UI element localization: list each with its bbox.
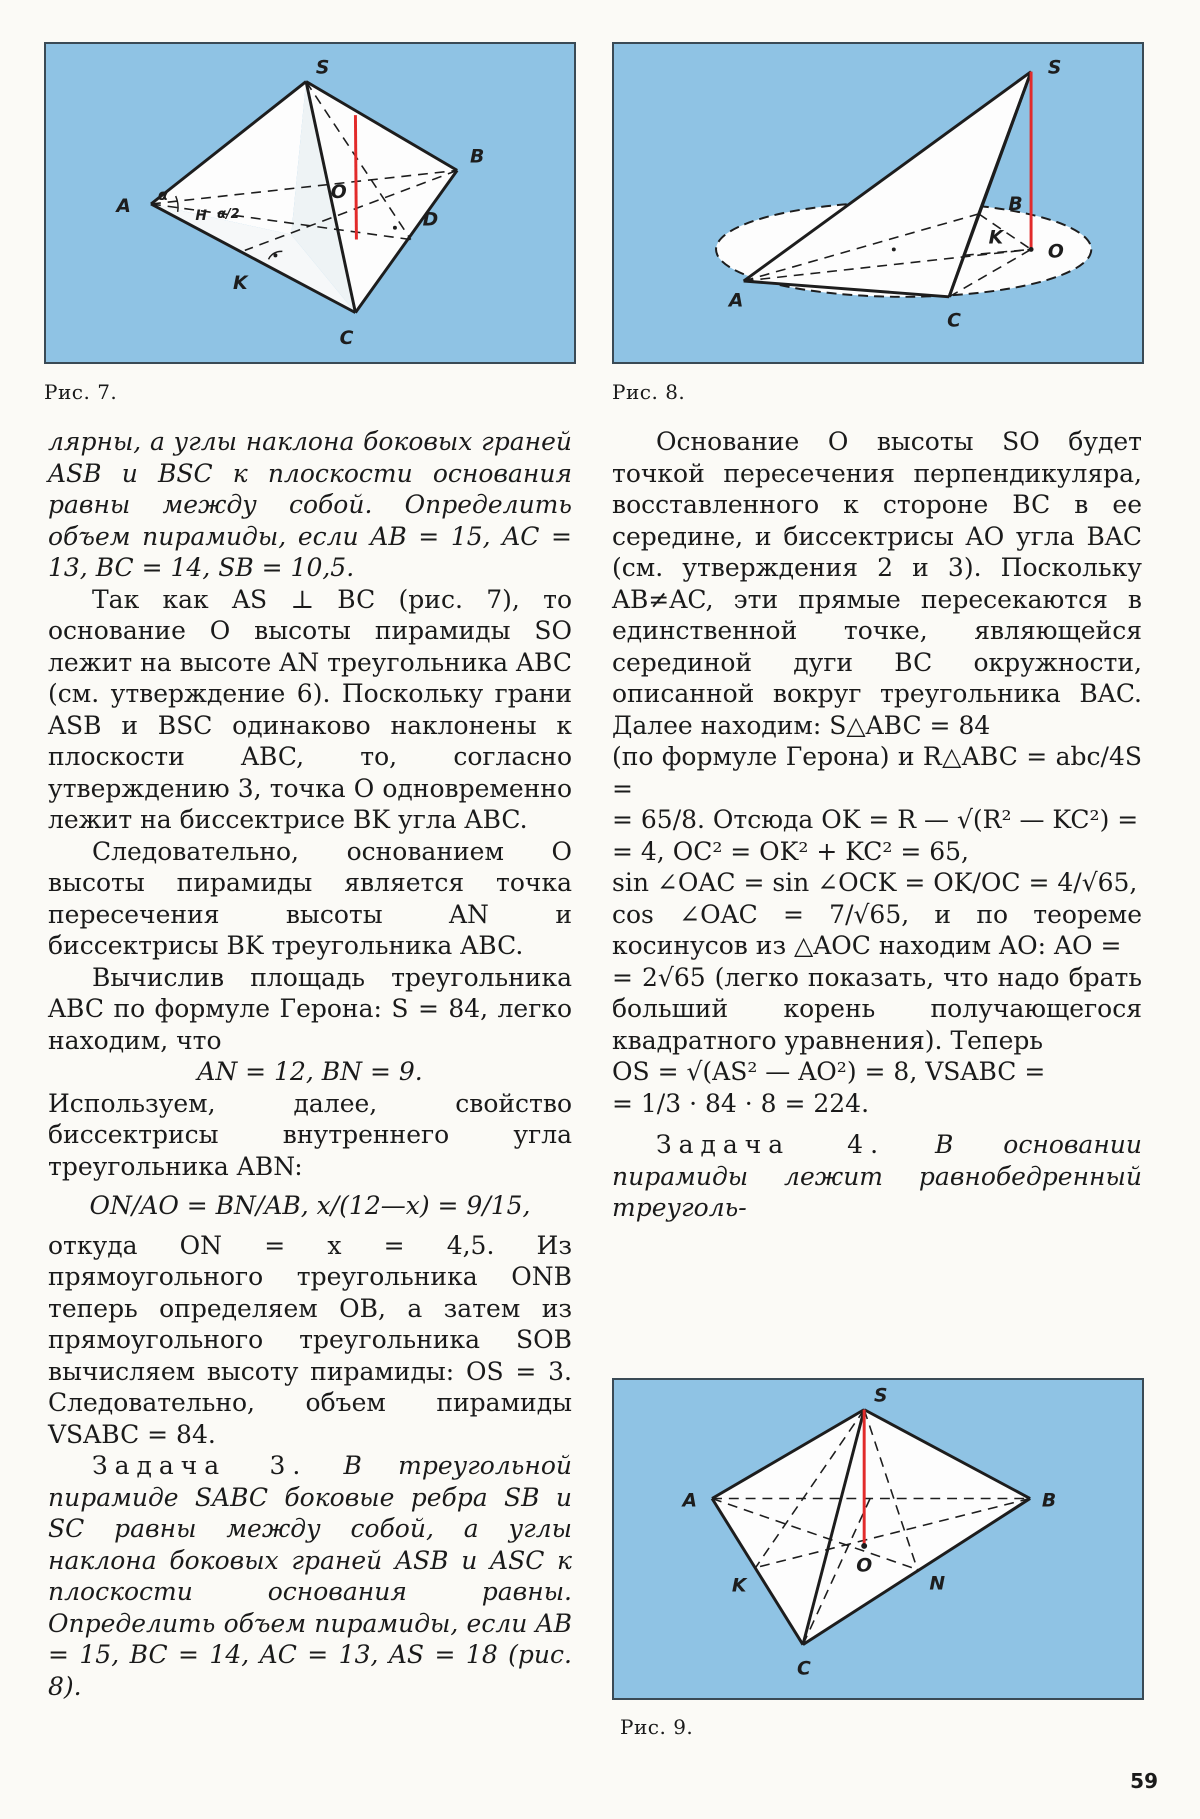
label-d: D [422, 209, 439, 231]
label-n: N [929, 1573, 946, 1595]
problem-text: В треугольной пирамиде SABC боковые ребра SB и SC равны между собой, а углы наклона боковых граней ASB и ASC к плоскости основания равны. Определить объем пирамиды, если AB = 15, BC = 14, AC = 13, AS = 18 (рис. 8). [48, 1451, 572, 1701]
formula-line: cos ∠OAC = 7/√65, и по теореме косинусов из △AOC находим AO: AO = [612, 899, 1142, 960]
label-s: S [874, 1385, 888, 1407]
paragraph: лярны, а углы наклона боковых граней ASB и BSC к плоскости основания равны между собой. Определить объем пирамиды, если AB = 15, AC = 13, BC = 14, SB = 10,5. [48, 427, 572, 582]
label-b: B [1008, 193, 1023, 215]
figure-9-drawing [614, 1380, 1142, 1698]
label-c: C [339, 328, 354, 350]
figure-7-caption: Рис. 7. [44, 380, 118, 404]
label-k: K [731, 1575, 747, 1597]
formula-line: = 1/3 · 84 · 8 = 224. [612, 1088, 870, 1118]
figure-9 [612, 1378, 1144, 1700]
label-a: A [728, 290, 744, 312]
paragraph: откуда ON = x = 4,5. Из прямоугольного треугольника ONB теперь определяем OB, а затем из прямоугольного треугольника SOB вычисляем высоту пирамиды: OS = 3. Следовательно, объем пирамиды VSABC = 84. [48, 1230, 572, 1449]
paragraph: Так как AS ⊥ BC (рис. 7), то основание O высоты пирамиды SO лежит на высоте AN треугольника ABC (см. утверждение 6). Поскольку грани ASB и BSC одинаково наклонены к плоскости ABC, то, согласно утверждению 3, точка O одновременно лежит на биссектрисе BK угла ABC. [48, 584, 572, 834]
label-c: C [947, 310, 961, 332]
formula: AN = 12, BN = 9. [197, 1057, 423, 1086]
label-h: H [195, 207, 208, 224]
paragraph: = 2√65 (легко показать, что надо брать больший корень получающегося квадратного уравнения). Теперь [612, 962, 1142, 1055]
label-alpha: α [157, 187, 169, 205]
formula-line: (по формуле Герона) и R△ABC = abc/4S = [612, 742, 1142, 803]
paragraph: Следовательно, основанием O высоты пирамиды является точка пересечения высоты AN и биссектрисы BK треугольника ABC. [48, 836, 572, 960]
figure-7 [44, 42, 576, 364]
formula-line: sin ∠OAC = sin ∠OCK = OK/OC = 4/√65, [612, 868, 1138, 897]
formula-line: = 4, OC² = OK² + KC² = 65, [612, 836, 969, 866]
label-s: S [1047, 57, 1062, 79]
page-number: 59 [1130, 1769, 1158, 1793]
formula-line: OS = √(AS² — AO²) = 8, VSABC = [612, 1057, 1046, 1086]
label-a: A [116, 195, 131, 217]
problem-title: Задача 3. [92, 1451, 308, 1480]
figure-7-drawing [46, 44, 574, 362]
label-a: A [682, 1490, 697, 1512]
figure-8-caption: Рис. 8. [612, 380, 686, 404]
figure-8-drawing [614, 44, 1142, 362]
figure-9-caption: Рис. 9. [620, 1715, 694, 1739]
formula: ON/AO = BN/AB, x/(12—x) = 9/15, [89, 1191, 531, 1220]
problem-text: В основании пирамиды лежит равнобедренный треуголь- [612, 1130, 1143, 1222]
figure-8 [612, 42, 1144, 364]
paragraph: Основание O высоты SO будет точкой пересечения перпендикуляра, восставленного к стороне BC в ее середине, и биссектрисы AO угла BAC (см. утверждения 2 и 3). Поскольку AB≠AC, эти прямые пересекаются в единственной точке, являющейся серединой дуги BC окружности, описанной вокруг треугольника BAC. Далее находим: S△ABC = 84 [612, 427, 1142, 740]
label-half-alpha: α/2 [217, 206, 240, 222]
label-s: S [315, 57, 330, 79]
paragraph: Используем, далее, свойство биссектрисы внутреннего угла треугольника ABN: [48, 1088, 572, 1181]
label-k: K [232, 272, 248, 294]
right-column [612, 426, 1142, 1224]
label-b: B [1041, 1490, 1057, 1512]
paragraph: Вычислив площадь треугольника ABC по формуле Герона: S = 84, легко находим, что [48, 962, 572, 1055]
label-o: O [1047, 241, 1064, 263]
label-b: B [469, 146, 485, 168]
label-o: O [330, 182, 347, 204]
problem-4 [612, 1129, 1142, 1224]
formula-line: = 65/8. Отсюда OK = R — √(R² — KC²) = [612, 805, 1139, 834]
label-c: C [797, 1658, 811, 1680]
left-column [48, 426, 572, 1702]
problem-title: Задача 4. [656, 1130, 886, 1159]
label-o: O [856, 1555, 873, 1577]
label-k: K [988, 227, 1004, 249]
problem-3 [48, 1450, 572, 1702]
